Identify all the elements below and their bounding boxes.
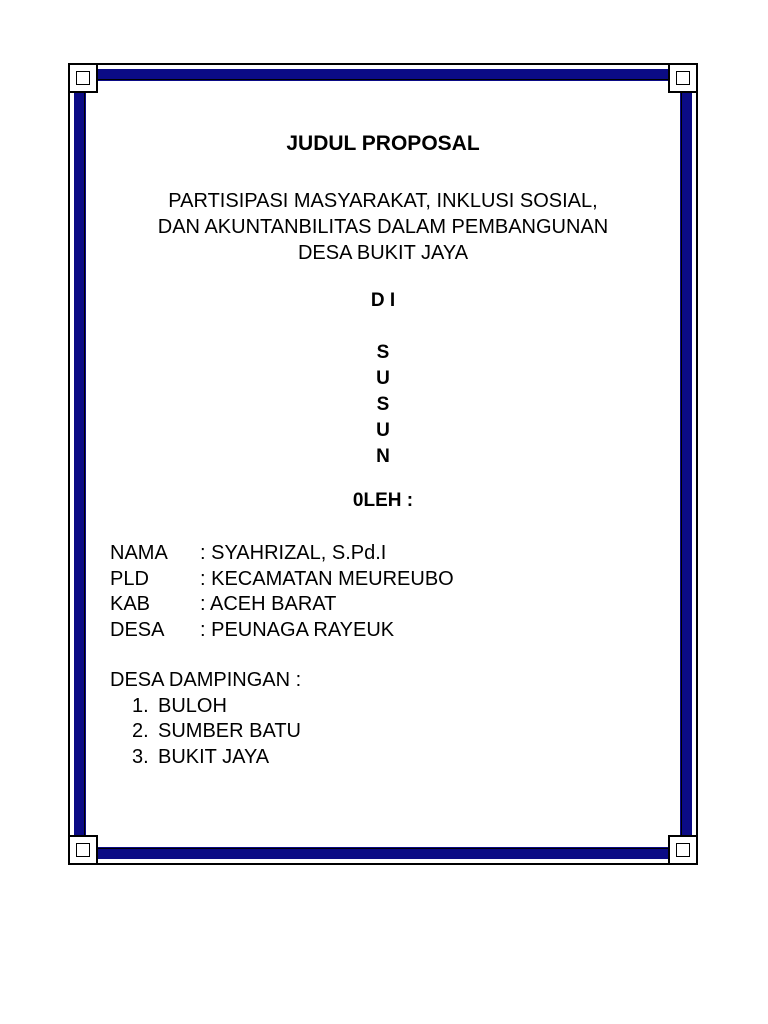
susun-letter: S <box>376 342 390 363</box>
susun-letter: S <box>376 394 390 415</box>
border-corner-bottom-right <box>668 835 698 865</box>
info-row-pld <box>110 567 454 593</box>
susun-letter: N <box>376 446 390 467</box>
info-row-nama <box>110 541 454 567</box>
list-text: BULOH <box>158 694 227 717</box>
oleh-label: 0LEH : <box>352 490 414 511</box>
info-row-desa <box>110 618 454 644</box>
disusun-vertical-text <box>283 288 483 470</box>
subtitle-line: DESA BUKIT JAYA <box>297 242 469 264</box>
list-text: SUMBER BATU <box>158 720 301 742</box>
di-text: D I <box>370 290 396 311</box>
info-value: : PEUNAGA RAYEUK <box>200 618 395 641</box>
info-label: DESA <box>110 618 165 641</box>
info-value: : KECAMATAN MEUREUBO <box>200 567 454 590</box>
subtitle-line: DAN AKUNTANBILITAS DALAM PEMBANGUNAN <box>157 216 609 238</box>
list-item <box>110 745 301 771</box>
info-value: : ACEH BARAT <box>200 593 337 615</box>
info-label: NAMA <box>110 542 168 564</box>
list-number: 2. <box>132 720 149 742</box>
dampingan-list <box>110 694 301 771</box>
list-number: 3. <box>132 745 149 768</box>
border-corner-bottom-left <box>68 835 98 865</box>
border-corner-top-right <box>668 63 698 93</box>
info-label: KAB <box>110 593 151 615</box>
list-text: BUKIT JAYA <box>158 745 270 768</box>
info-label: PLD <box>110 567 149 590</box>
list-item <box>110 719 301 745</box>
author-info <box>110 541 454 643</box>
subtitle-line: PARTISIPASI MASYARAKAT, INKLUSI SOSIAL, <box>168 190 598 212</box>
list-number: 1. <box>132 694 149 717</box>
dampingan-heading: DESA DAMPINGAN : <box>110 669 302 691</box>
document-title: JUDUL PROPOSAL <box>286 132 480 155</box>
info-value: : SYAHRIZAL, S.Pd.I <box>200 542 387 564</box>
susun-letter: U <box>376 420 390 441</box>
proposal-subtitle <box>100 188 666 266</box>
susun-letter: U <box>376 368 390 389</box>
border-corner-top-left <box>68 63 98 93</box>
list-item <box>110 694 301 720</box>
info-row-kab <box>110 592 454 618</box>
desa-dampingan-section <box>110 668 301 770</box>
